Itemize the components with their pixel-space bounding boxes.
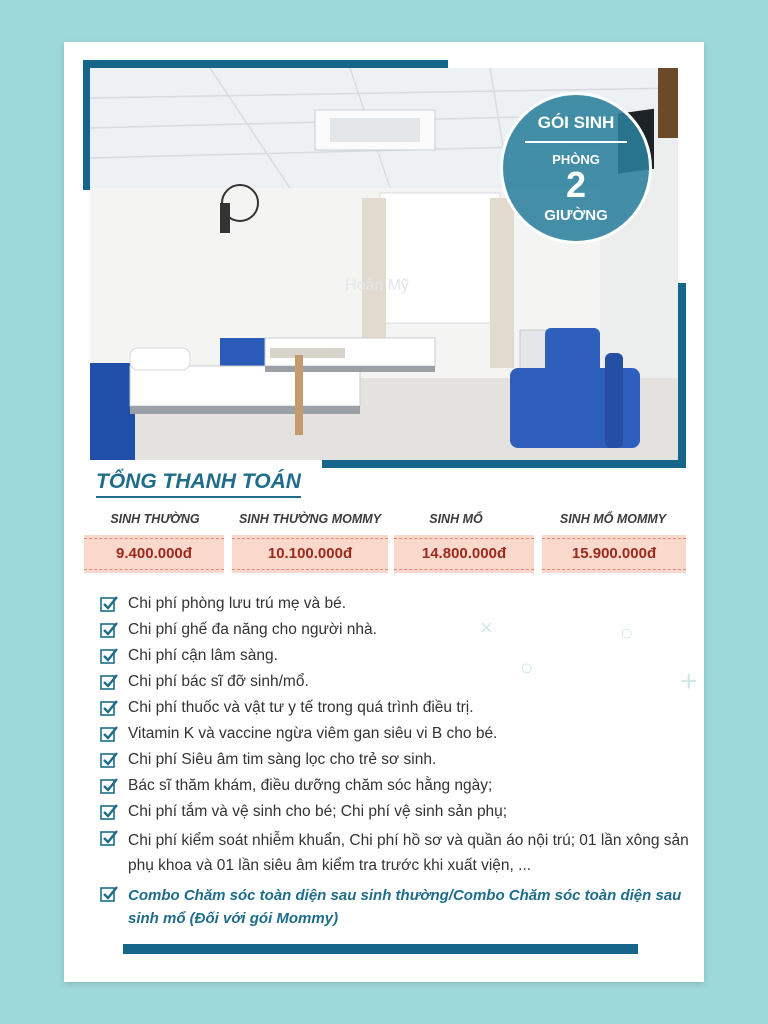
list-item — [100, 698, 690, 718]
badge-number: 2 — [565, 164, 587, 205]
frame-bar-right — [678, 283, 686, 468]
list-item — [100, 594, 690, 614]
package-price: 9.400.000đ — [84, 535, 224, 573]
badge-room-label: PHÒNG — [552, 152, 600, 167]
list-item — [100, 672, 690, 692]
checkbox-check-icon — [100, 699, 118, 717]
item-text: Chi phí thuốc và vật tư y tế trong quá trình điều trị. — [128, 699, 474, 716]
badge-title: GÓI SINH — [537, 113, 615, 132]
item-text: Chi phí Siêu âm tim sàng lọc cho trẻ sơ sinh. — [128, 751, 437, 768]
checkbox-check-icon — [100, 673, 118, 691]
package-price: 14.800.000đ — [394, 535, 534, 573]
item-text: Chi phí kiểm soát nhiễm khuẩn, Chi phí hồ sơ và quần áo nội trú; 01 lần xông sản phụ khoa và 01 lần siêu âm kiểm tra trước khi xuất viện, ... — [128, 832, 689, 874]
combo-item-text: Combo Chăm sóc toàn diện sau sinh thường/Combo Chăm sóc toàn diện sau sinh mổ (Đối với gói Mommy) — [128, 887, 682, 927]
decorative-plus-icon: + — [680, 665, 698, 698]
list-item — [100, 802, 690, 822]
included-items-list — [100, 594, 690, 936]
item-text: Bác sĩ thăm khám, điều dưỡng chăm sóc hằng ngày; — [128, 777, 493, 794]
package-name: SINH MỔ — [429, 512, 483, 526]
item-text: Chi phí tắm và vệ sinh cho bé; Chi phí vệ sinh sản phụ; — [128, 803, 508, 820]
package-price: 15.900.000đ — [542, 535, 686, 573]
decorative-circle-icon: ○ — [520, 655, 534, 680]
badge-beds-label: GIƯỜNG — [544, 207, 608, 224]
package-badge — [500, 92, 652, 244]
list-item-combo — [100, 884, 690, 930]
item-text: Vitamin K và vaccine ngừa viêm gan siêu vi B cho bé. — [128, 725, 498, 742]
item-text: Chi phí phòng lưu trú mẹ và bé. — [128, 595, 347, 612]
checkbox-check-icon — [100, 829, 118, 847]
item-text: Chi phí bác sĩ đỡ sinh/mổ. — [128, 673, 309, 690]
list-item — [100, 776, 690, 796]
checkbox-check-icon — [100, 621, 118, 639]
checkbox-check-icon — [100, 777, 118, 795]
frame-bar-bottom — [322, 460, 686, 468]
package-price: 10.100.000đ — [232, 535, 388, 573]
footer-bar — [123, 944, 638, 954]
item-text: Chi phí cận lâm sàng. — [128, 647, 278, 664]
decorative-circle-icon: ○ — [620, 620, 634, 645]
package-name: SINH THƯỜNG — [110, 512, 200, 526]
list-item — [100, 828, 690, 878]
list-item — [100, 620, 690, 640]
section-title: TỔNG THANH TOÁN — [96, 470, 301, 498]
item-text: Chi phí ghế đa năng cho người nhà. — [128, 621, 377, 638]
list-item — [100, 646, 690, 666]
checkbox-check-icon — [100, 647, 118, 665]
frame-bar-top — [83, 60, 448, 68]
checkbox-check-icon — [100, 751, 118, 769]
badge-divider — [525, 141, 627, 143]
package-name: SINH MỔ MOMMY — [559, 512, 667, 526]
list-item — [100, 724, 690, 744]
checkbox-check-icon — [100, 725, 118, 743]
watermark-text: Hoàn Mỹ — [345, 277, 410, 294]
decorative-x-icon: × — [480, 615, 493, 640]
checkbox-check-icon — [100, 803, 118, 821]
checkbox-check-icon — [100, 595, 118, 613]
checkbox-check-icon — [100, 885, 118, 903]
list-item — [100, 750, 690, 770]
package-name: SINH THƯỜNG MOMMY — [238, 512, 382, 526]
